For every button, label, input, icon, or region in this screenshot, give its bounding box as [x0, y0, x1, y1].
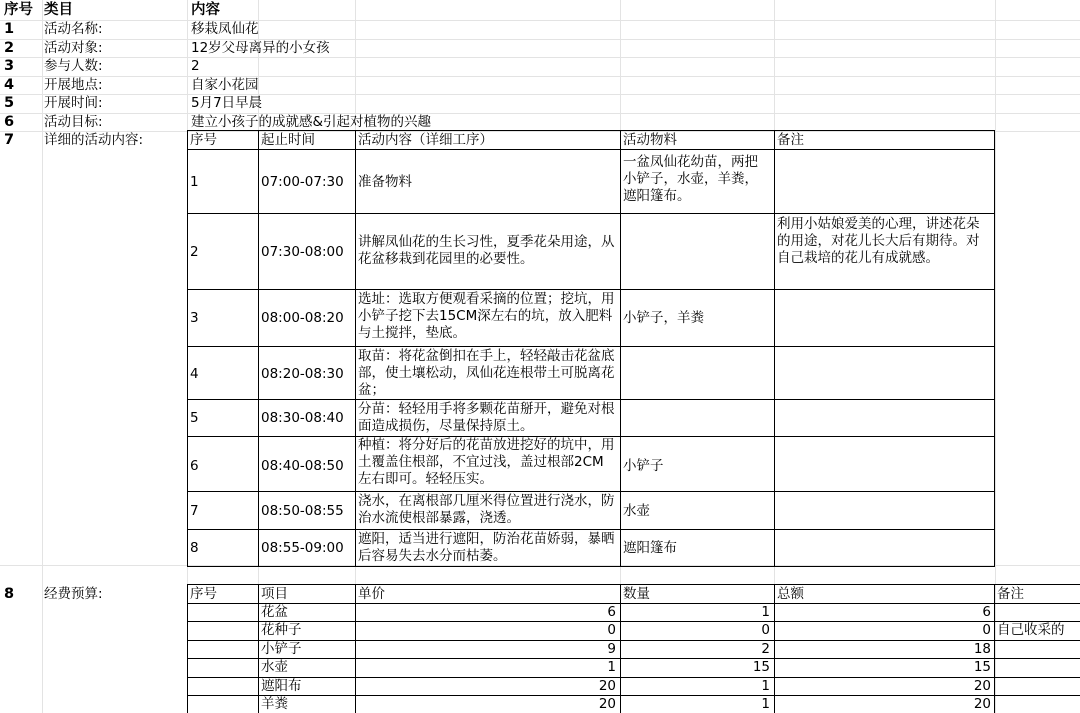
detail-header-no[interactable]: 序号 [190, 132, 217, 148]
grid-line [0, 57, 1080, 58]
table-border [187, 584, 188, 713]
budget-row-price[interactable]: 1 [607, 659, 616, 675]
table-border [258, 584, 259, 713]
budget-row-item[interactable]: 花盆 [261, 604, 288, 620]
budget-row-qty[interactable]: 2 [761, 641, 770, 657]
detail-row-no[interactable]: 7 [190, 503, 199, 519]
detail-row-time[interactable]: 08:00-08:20 [261, 310, 344, 326]
row-no[interactable]: 7 [4, 132, 15, 148]
detail-row-materials[interactable]: 遮阳篷布 [623, 540, 677, 556]
detail-row-note[interactable]: 利用小姑娘爱美的心理，讲述花朵的用途，对花儿长大后有期待。对自己栽培的花儿有成就感。 [777, 216, 980, 266]
table-border [994, 130, 995, 567]
table-border [187, 529, 995, 530]
table-border [187, 566, 995, 567]
budget-row-item[interactable]: 小铲子 [261, 641, 302, 657]
detail-header-content[interactable]: 活动内容（详细工序） [358, 132, 493, 148]
budget-row-item[interactable]: 水壶 [261, 659, 288, 675]
table-border [355, 584, 356, 713]
table-border [187, 149, 995, 150]
budget-header-note[interactable]: 备注 [997, 586, 1024, 602]
detail-row-materials[interactable]: 小铲子 [623, 458, 664, 474]
budget-header-total[interactable]: 总额 [777, 586, 804, 602]
budget-row-item[interactable]: 羊粪 [261, 696, 288, 712]
table-border [774, 130, 775, 567]
budget-header-price[interactable]: 单价 [358, 586, 385, 602]
budget-row-note[interactable]: 自己收采的 [997, 622, 1065, 638]
row-label[interactable]: 活动目标: [44, 114, 103, 130]
budget-row-qty[interactable]: 0 [761, 622, 770, 638]
detail-header-materials[interactable]: 活动物料 [623, 132, 677, 148]
grid-line [0, 94, 1080, 95]
budget-row-qty[interactable]: 1 [761, 696, 770, 712]
detail-row-no[interactable]: 2 [190, 244, 199, 260]
row-label[interactable]: 开展时间: [44, 95, 103, 111]
budget-row-price[interactable]: 20 [598, 696, 616, 712]
detail-row-time[interactable]: 08:30-08:40 [261, 410, 344, 426]
header-content[interactable]: 内容 [191, 2, 220, 18]
detail-row-materials[interactable]: 水壶 [623, 503, 650, 519]
row-label[interactable]: 活动对象: [44, 40, 103, 56]
detail-row-content[interactable]: 取苗：将花盆倒扣在手上，轻轻敲击花盆底部，使土壤松动，凤仙花连根带土可脱离花盆； [358, 348, 615, 398]
detail-row-content[interactable]: 讲解凤仙花的生长习性，夏季花朵用途，从花盆移栽到花园里的必要性。 [358, 234, 615, 267]
row-value[interactable]: 2 [191, 58, 200, 74]
grid-line [0, 113, 1080, 114]
table-border [994, 584, 995, 713]
table-border [258, 130, 259, 567]
budget-row-total[interactable]: 18 [973, 641, 991, 657]
table-border [774, 584, 775, 713]
row-no[interactable]: 3 [4, 58, 15, 74]
budget-header-no[interactable]: 序号 [190, 586, 217, 602]
row-value[interactable]: 自家小花园 [191, 77, 259, 93]
grid-line [0, 131, 1080, 132]
table-border [620, 130, 621, 567]
table-border [187, 491, 995, 492]
grid-line [0, 20, 1080, 21]
detail-row-content[interactable]: 种植：将分好后的花苗放进挖好的坑中，用土覆盖住根部，不宜过浅，盖过根部2CM左右即可。轻轻压实。 [358, 437, 615, 487]
table-border [187, 584, 1080, 585]
detail-row-content[interactable]: 准备物料 [358, 174, 412, 190]
table-border [187, 130, 188, 567]
detail-row-content[interactable]: 浇水，在离根部几厘米得位置进行浇水，防治水流使根部暴露，浇透。 [358, 493, 615, 526]
detail-row-no[interactable]: 1 [190, 174, 199, 190]
table-border [187, 399, 995, 400]
table-border [187, 289, 995, 290]
detail-row-content[interactable]: 选址：选取方便观看采摘的位置；挖坑，用小铲子挖下去15CM深左右的坑，放入肥料与土搅拌，垫底。 [358, 291, 615, 341]
budget-row-qty[interactable]: 15 [752, 659, 770, 675]
table-border [187, 346, 995, 347]
table-border [355, 130, 356, 567]
row-no[interactable]: 1 [4, 21, 15, 37]
row-value[interactable]: 12岁父母离异的小女孩 [191, 40, 330, 56]
budget-header-item[interactable]: 项目 [261, 586, 288, 602]
row-value[interactable]: 移栽凤仙花 [191, 21, 259, 37]
budget-row-item[interactable]: 遮阳布 [261, 678, 302, 694]
header-no[interactable]: 序号 [4, 2, 33, 18]
row-no[interactable]: 4 [4, 77, 15, 93]
grid-line [0, 76, 1080, 77]
row-label[interactable]: 开展地点: [44, 77, 103, 93]
detail-row-no[interactable]: 5 [190, 410, 199, 426]
detail-header-note[interactable]: 备注 [777, 132, 804, 148]
table-border [187, 130, 995, 131]
row-label[interactable]: 详细的活动内容: [44, 132, 144, 148]
budget-row-qty[interactable]: 1 [761, 678, 770, 694]
budget-header-qty[interactable]: 数量 [623, 586, 650, 602]
detail-row-no[interactable]: 6 [190, 458, 199, 474]
row-label[interactable]: 经费预算: [44, 586, 103, 602]
row-value[interactable]: 建立小孩子的成就感&引起对植物的兴趣 [191, 114, 432, 130]
detail-row-no[interactable]: 3 [190, 310, 199, 326]
budget-row-price[interactable]: 20 [598, 678, 616, 694]
grid-line [0, 39, 1080, 40]
table-border [187, 213, 995, 214]
detail-header-time[interactable]: 起止时间 [261, 132, 315, 148]
row-no[interactable]: 2 [4, 40, 15, 56]
detail-row-time[interactable]: 08:20-08:30 [261, 366, 344, 382]
budget-row-price[interactable]: 0 [607, 622, 616, 638]
detail-row-time[interactable]: 08:50-08:55 [261, 503, 344, 519]
row-no[interactable]: 6 [4, 114, 15, 130]
budget-row-qty[interactable]: 1 [761, 604, 770, 620]
detail-row-time[interactable]: 08:55-09:00 [261, 540, 344, 556]
detail-row-content[interactable]: 遮阳，适当进行遮阳，防治花苗娇弱，暴晒后容易失去水分而枯萎。 [358, 531, 615, 564]
row-no[interactable]: 5 [4, 95, 15, 111]
budget-row-item[interactable]: 花种子 [261, 622, 302, 638]
detail-row-time[interactable]: 07:30-08:00 [261, 244, 344, 260]
grid-line [42, 0, 43, 713]
budget-row-price[interactable]: 6 [607, 604, 616, 620]
table-border [620, 584, 621, 713]
detail-row-time[interactable]: 08:40-08:50 [261, 458, 344, 474]
header-category[interactable]: 类目 [44, 2, 73, 18]
detail-row-no[interactable]: 4 [190, 366, 199, 382]
budget-row-price[interactable]: 9 [607, 641, 616, 657]
detail-row-time[interactable]: 07:00-07:30 [261, 174, 344, 190]
detail-row-content[interactable]: 分苗：轻轻用手将多颗花苗掰开，避免对根面造成损伤，尽量保持原土。 [358, 401, 615, 434]
budget-row-total[interactable]: 20 [973, 678, 991, 694]
detail-row-no[interactable]: 8 [190, 540, 199, 556]
budget-row-total[interactable]: 0 [982, 622, 991, 638]
row-label[interactable]: 活动名称: [44, 21, 103, 37]
budget-row-total[interactable]: 20 [973, 696, 991, 712]
row-no[interactable]: 8 [4, 586, 15, 602]
budget-row-total[interactable]: 6 [982, 604, 991, 620]
detail-row-materials[interactable]: 小铲子，羊粪 [623, 310, 704, 326]
row-label[interactable]: 参与人数: [44, 58, 103, 74]
row-value[interactable]: 5月7日早晨 [191, 95, 263, 111]
detail-row-materials[interactable]: 一盆凤仙花幼苗，两把小铲子，水壶，羊粪，遮阳篷布。 [623, 154, 758, 204]
budget-row-total[interactable]: 15 [973, 659, 991, 675]
grid-line [995, 0, 996, 713]
